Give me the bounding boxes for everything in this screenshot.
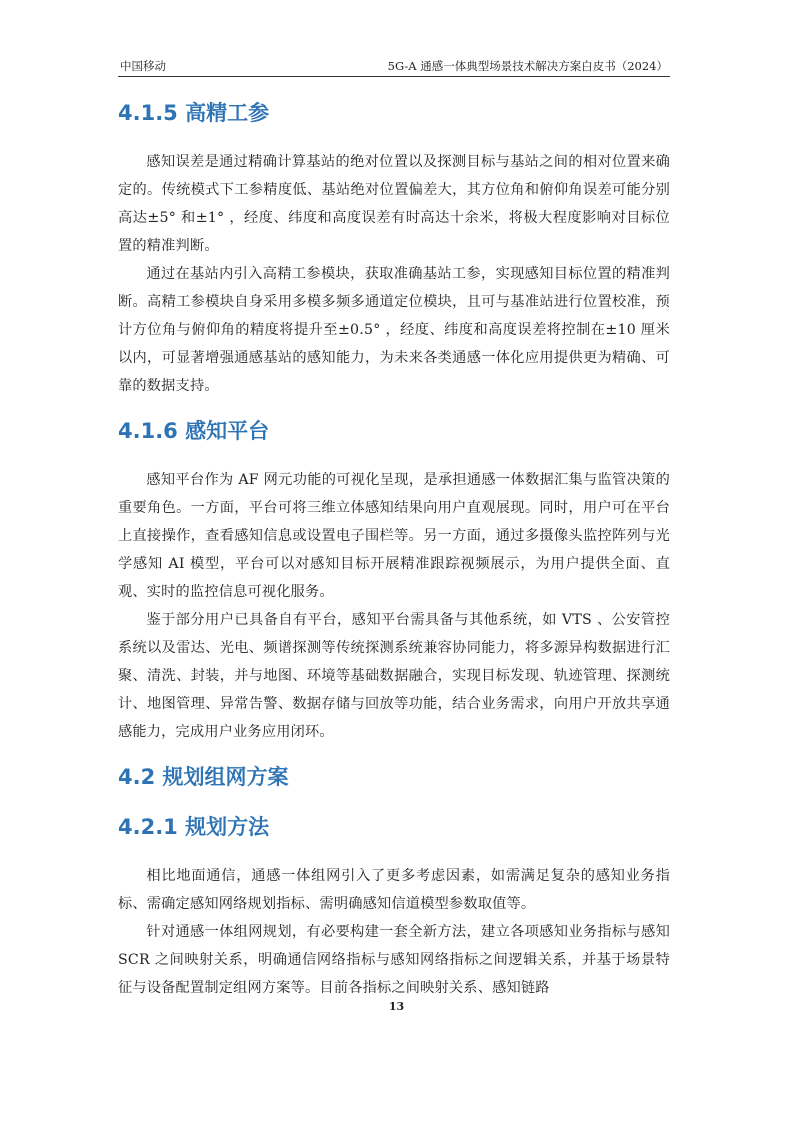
section-heading-4-1-6: 4.1.6 感知平台 [118, 419, 270, 443]
paragraph: 相比地面通信，通感一体组网引入了更多考虑因素，如需满足复杂的感知业务指标、需确定感知网络规划指标、需明确感知信道模型参数取值等。 [118, 868, 670, 912]
page-number: 13 [388, 1000, 405, 1013]
page-header [118, 56, 670, 77]
section-heading-4-2: 4.2 规划组网方案 [118, 765, 289, 789]
paragraph: 感知误差是通过精确计算基站的绝对位置以及探测目标与基站之间的相对位置来确定的。传统模式下工参精度低、基站绝对位置偏差大，其方位角和俯仰角误差可能分别高达±5° 和±1° ，经度、纬度和高度误差有时高达十余米，将极大程度影响对目标位置的精准判断。 [118, 154, 670, 254]
paragraph: 感知平台作为 AF 网元功能的可视化呈现，是承担通感一体数据汇集与监管决策的重要角色。一方面，平台可将三维立体感知结果向用户直观展现。同时，用户可在平台上直接操作，查看感知信息或设置电子围栏等。另一方面，通过多摄像头监控阵列与光学感知 AI 模型，平台可以对感知目标开展精准跟踪视频展示，为用户提供全面、直观、实时的监控信息可视化服务。 [118, 472, 670, 600]
header-left-text: 中国移动 [120, 59, 166, 73]
section-heading-4-2-1: 4.2.1 规划方法 [118, 815, 270, 839]
paragraph: 针对通感一体组网规划，有必要构建一套全新方法，建立各项感知业务指标与感知 SCR 之间映射关系，明确通信网络指标与感知网络指标之间逻辑关系，并基于场景特征与设备配置制定组网方案等。目前各指标之间映射关系、感知链路 [118, 924, 670, 996]
section-heading-4-1-5: 4.1.5 高精工参 [118, 101, 270, 125]
paragraph: 鉴于部分用户已具备自有平台，感知平台需具备与其他系统，如 VTS 、公安管控系统以及雷达、光电、频谱探测等传统探测系统兼容协同能力，将多源异构数据进行汇聚、清洗、封装，并与地图、环境等基础数据融合，实现目标发现、轨迹管理、探测统计、地图管理、异常告警、数据存储与回放等功能，结合业务需求，向用户开放共享通感能力，完成用户业务应用闭环。 [118, 612, 670, 740]
header-right-text: 5G-A 通感一体典型场景技术解决方案白皮书（2024） [387, 59, 668, 73]
page-body [118, 92, 670, 1002]
paragraph: 通过在基站内引入高精工参模块，获取准确基站工参，实现感知目标位置的精准判断。高精工参模块自身采用多模多频多通道定位模块，且可与基准站进行位置校准，预计方位角与俯仰角的精度将提升至±0.5° ，经度、纬度和高度误差将控制在±10 厘米以内，可显著增强通感基站的感知能力，为未来各类通感一体化应用提供更为精确、可靠的数据支持。 [118, 266, 670, 394]
